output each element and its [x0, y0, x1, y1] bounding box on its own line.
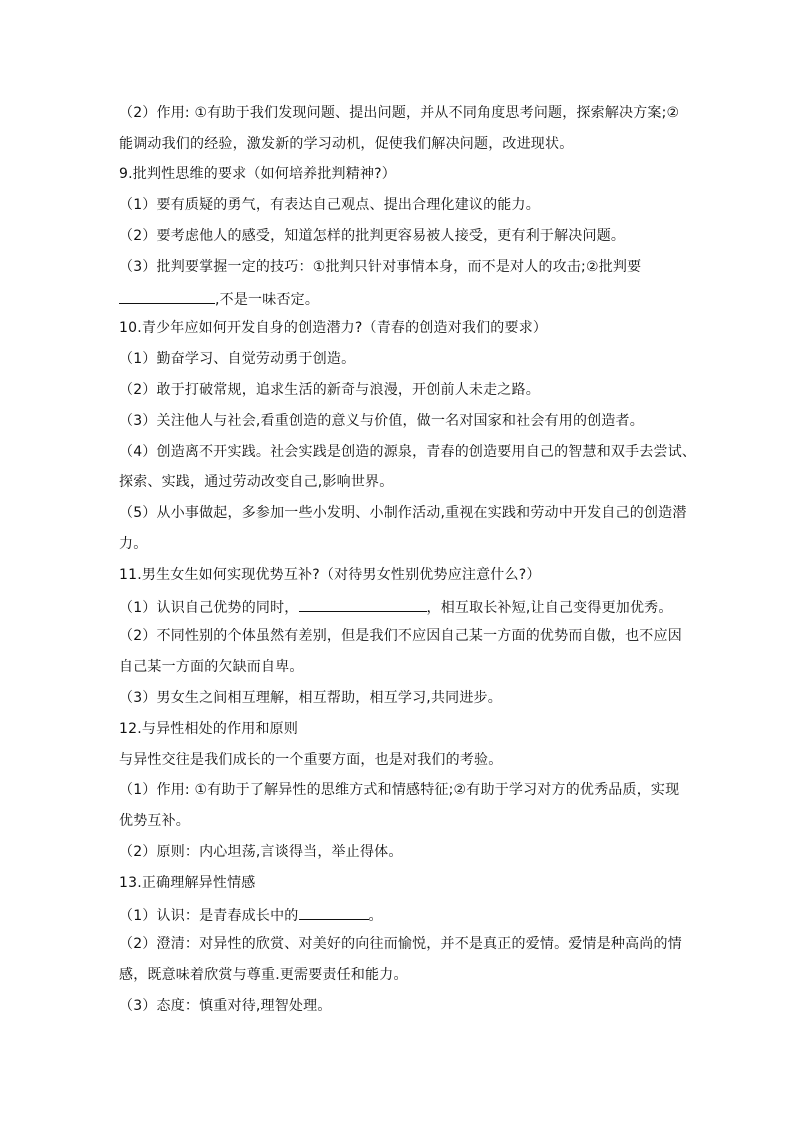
- text-line: 感，既意味着欣赏与尊重.更需要责任和能力。: [119, 967, 408, 983]
- text-fragment: 。: [368, 908, 383, 924]
- text-line: （5）从小事做起，多参加一些小发明、小制作活动,重视在实践和劳动中开发自己的创造潜: [119, 505, 687, 521]
- text-line: （2）澄清：对异性的欣赏、对美好的向往而愉悦，并不是真正的爱情。爱情是种高尚的情: [119, 936, 682, 952]
- text-fragment: （1）认识：是青春成长中的: [119, 908, 299, 924]
- text-line: （4）创造离不开实践。社会实践是创造的源泉，青春的创造要用自己的智慧和双手去尝试、: [119, 444, 697, 460]
- text-line: （2）作用: ①有助于我们发现问题、提出问题，并从不同角度思考问题，探索解决方案;②: [119, 105, 680, 121]
- text-line: 力。: [119, 536, 148, 552]
- text-line: （2）不同性别的个体虽然有差别，但是我们不应因自己某一方面的优势而自傲，也不应因: [119, 628, 682, 644]
- text-fragment: （1）认识自己优势的同时，: [119, 600, 299, 616]
- text-line: 与异性交往是我们成长的一个重要方面，也是对我们的考验。: [119, 752, 503, 768]
- text-line: （2）要考虑他人的感受，知道怎样的批判更容易被人接受，更有利于解决问题。: [119, 228, 626, 244]
- text-fragment: ，相互取长补短,让自己变得更加优秀。: [426, 600, 673, 616]
- section-heading-9: 9.批判性思维的要求（如何培养批判精神?）: [119, 166, 396, 182]
- text-line: 能调动我们的经验，激发新的学习动机，促使我们解决问题，改进现状。: [119, 136, 574, 152]
- fill-blank-line: [119, 289, 679, 309]
- answer-blank[interactable]: [299, 905, 369, 920]
- text-line: （3）批判要掌握一定的技巧：①批判只针对事情本身，而不是对人的攻击;②批判要: [119, 259, 642, 275]
- text-line: （1）作用: ①有助于了解异性的思维方式和情感特征;②有助于学习对方的优秀品质，实现: [119, 782, 680, 798]
- text-fragment: ,不是一味否定。: [215, 292, 320, 308]
- text-line: （3）态度：慎重对待,理智处理。: [119, 998, 332, 1014]
- text-line: 优势互补。: [119, 813, 190, 829]
- text-line: （2）敢于打破常规，追求生活的新奇与浪漫，开创前人未走之路。: [119, 382, 540, 398]
- section-heading-12: 12.与异性相处的作用和原则: [119, 721, 299, 737]
- fill-blank-line: [119, 905, 679, 925]
- text-line: （1）要有质疑的勇气，有表达自己观点、提出合理化建议的能力。: [119, 197, 540, 213]
- section-heading-11: 11.男生女生如何实现优势互补?（对待男女性别优势应注意什么?）: [119, 567, 541, 583]
- section-heading-13: 13.正确理解异性情感: [119, 875, 256, 891]
- text-line: （3）男女生之间相互理解，相互帮助，相互学习,共同进步。: [119, 690, 502, 706]
- text-line: 探索、实践，通过劳动改变自己,影响世界。: [119, 474, 394, 490]
- fill-blank-line: [119, 597, 679, 617]
- answer-blank[interactable]: [299, 597, 427, 612]
- text-line: （2）原则：内心坦荡,言谈得当，举止得体。: [119, 844, 403, 860]
- text-line: （3）关注他人与社会,看重创造的意义与价值，做一名对国家和社会有用的创造者。: [119, 413, 644, 429]
- answer-blank[interactable]: [119, 289, 215, 304]
- text-line: （1）勤奋学习、自觉劳动勇于创造。: [119, 351, 356, 367]
- section-heading-10: 10.青少年应如何开发自身的创造潜力?（青春的创造对我们的要求）: [119, 320, 548, 336]
- text-line: 自己某一方面的欠缺而自卑。: [119, 659, 304, 675]
